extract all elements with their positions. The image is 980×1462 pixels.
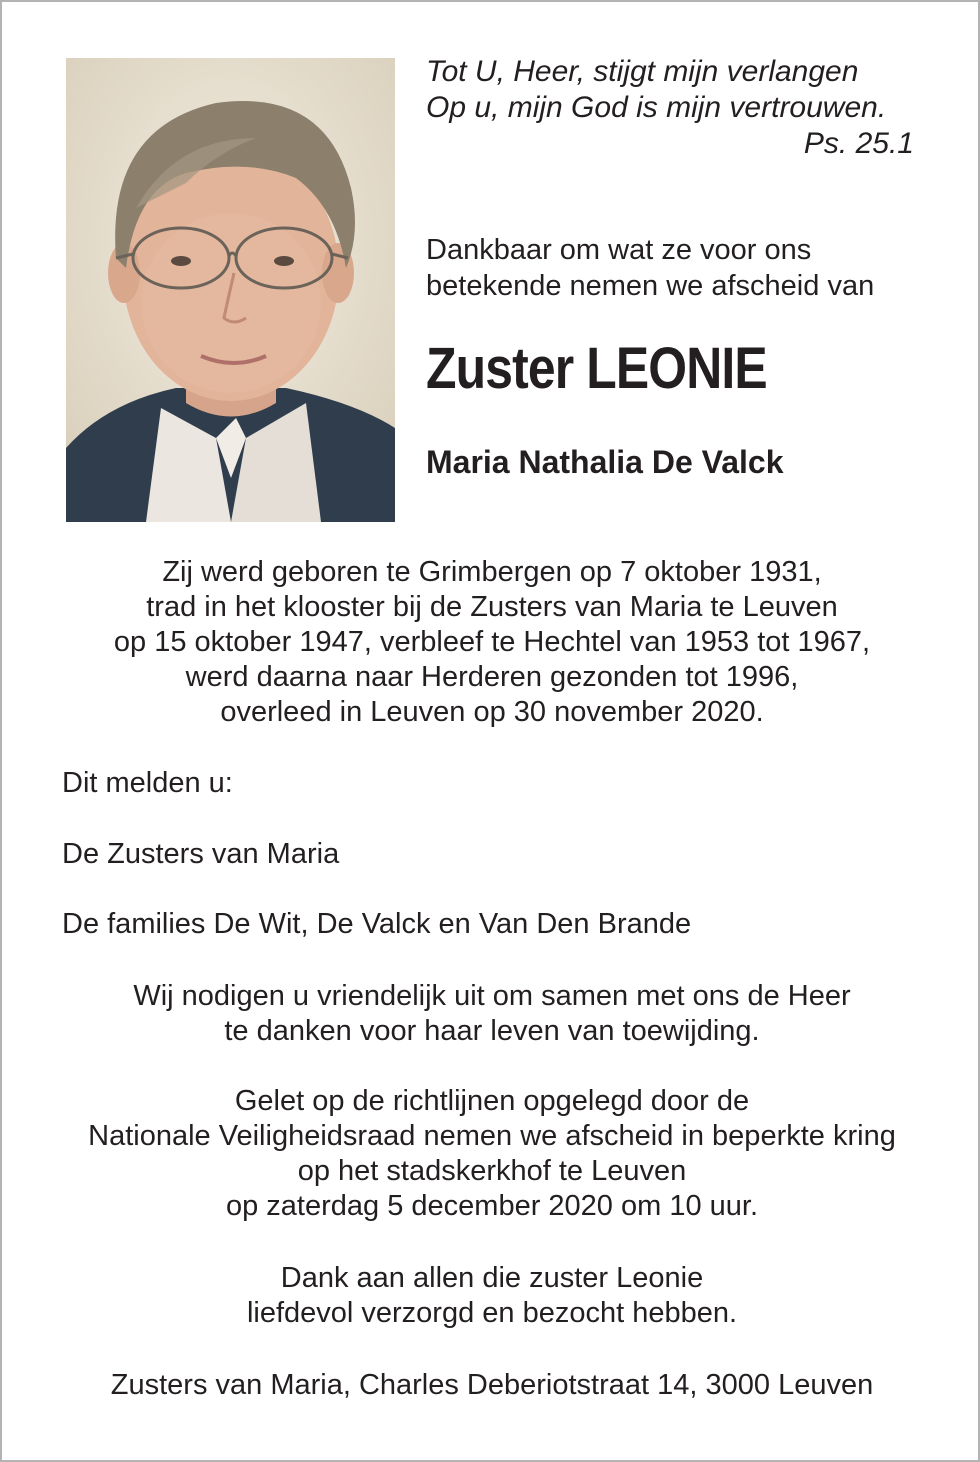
- biography-line: Zij werd geboren te Grimbergen op 7 oktober 1931,: [162, 556, 822, 588]
- intro-text: [426, 232, 946, 304]
- ceremony-line: op het stadskerkhof te Leuven: [297, 1155, 687, 1187]
- announcer-item: De families De Wit, De Valck en Van Den Brande: [62, 908, 692, 940]
- intro-line: Dankbaar om wat ze voor ons: [426, 234, 812, 266]
- biography-line: trad in het klooster bij de Zusters van Maria te Leuven: [146, 591, 838, 623]
- verse-line: Tot U, Heer, stijgt mijn verlangen: [426, 55, 859, 88]
- ceremony-line: Gelet op de richtlijnen opgelegd door de: [234, 1085, 750, 1117]
- address: [22, 1368, 962, 1403]
- deceased-civil-name: Maria Nathalia De Valck: [426, 444, 784, 480]
- ceremony-line: Nationale Veiligheidsraad nemen we afscheid in beperkte kring: [88, 1120, 896, 1152]
- ceremony-details: [22, 1084, 962, 1224]
- biography-line: werd daarna naar Herderen gezonden tot 1996,: [185, 661, 799, 693]
- thanks: [22, 1261, 962, 1331]
- intro-line: betekende nemen we afscheid van: [426, 270, 875, 302]
- invitation: [22, 979, 962, 1049]
- scripture-verse: [426, 54, 918, 162]
- verse-line: Op u, mijn God is mijn vertrouwen.: [426, 91, 887, 124]
- biography-line: op 15 oktober 1947, verbleef te Hechtel van 1953 tot 1967,: [113, 626, 871, 658]
- ceremony-line: op zaterdag 5 december 2020 om 10 uur.: [225, 1190, 759, 1222]
- portrait-photo: [66, 58, 395, 522]
- invitation-line: Wij nodigen u vriendelijk uit om samen met ons de Heer: [133, 980, 851, 1012]
- deceased-religious-name: Zuster LEONIE: [426, 336, 767, 401]
- announcer-item: De Zusters van Maria: [62, 838, 340, 870]
- thanks-line: Dank aan allen die zuster Leonie: [280, 1262, 704, 1294]
- thanks-line: liefdevol verzorgd en bezocht hebben.: [246, 1297, 738, 1329]
- portrait-icon: [66, 58, 395, 522]
- announcers-heading: Dit melden u:: [62, 767, 233, 799]
- biography: [22, 555, 962, 730]
- verse-reference: Ps. 25.1: [803, 127, 914, 160]
- biography-line: overleed in Leuven op 30 november 2020.: [220, 696, 764, 728]
- invitation-line: te danken voor haar leven van toewijding.: [224, 1015, 760, 1047]
- address-line: Zusters van Maria, Charles Deberiotstraat 14, 3000 Leuven: [110, 1369, 874, 1401]
